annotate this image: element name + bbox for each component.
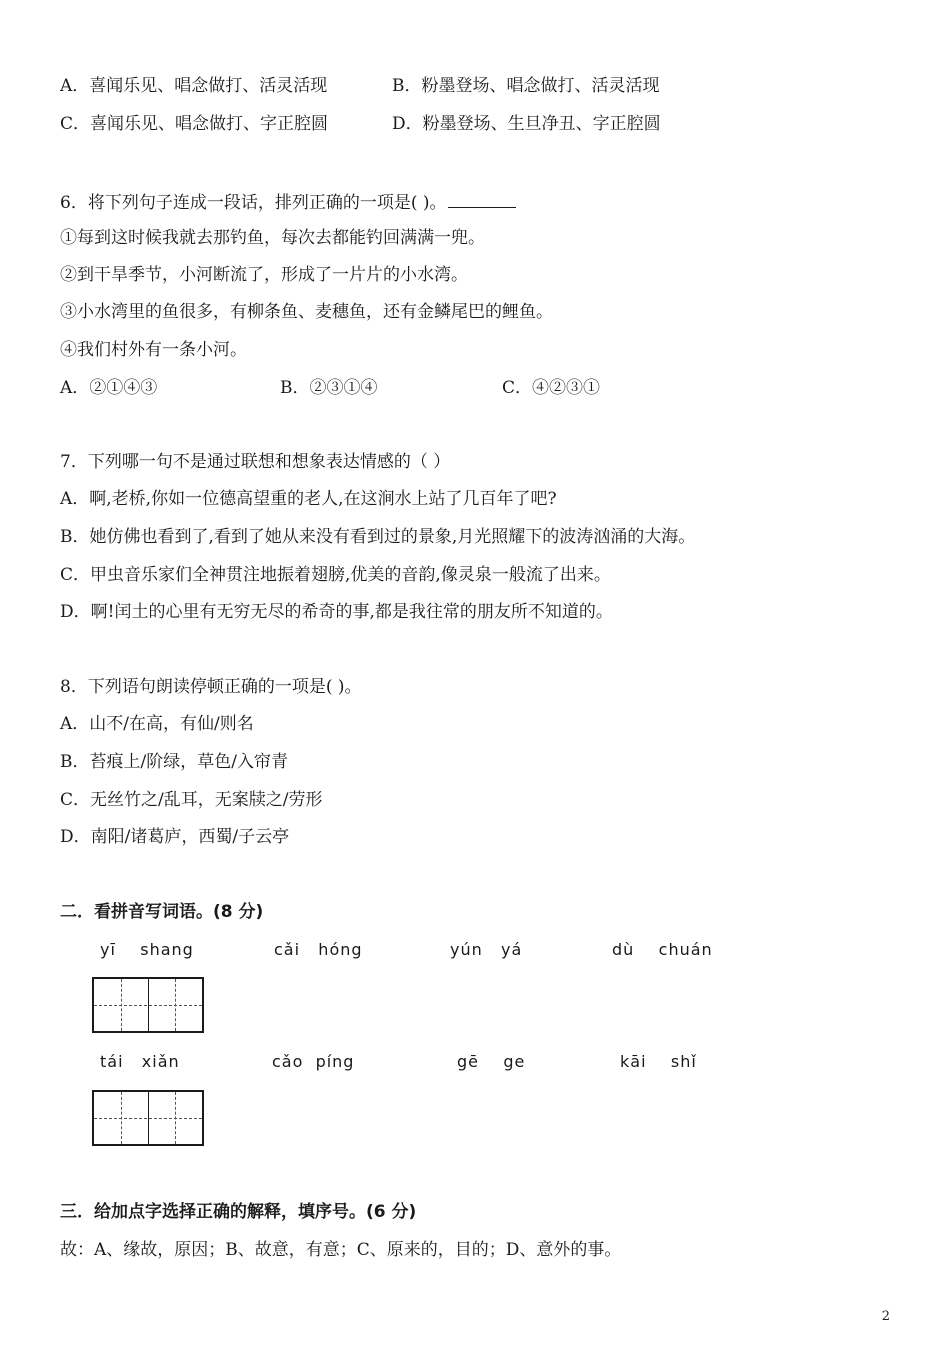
pinyin-6: cǎo píng [272,1052,355,1071]
q8-option-b: B．苔痕上/阶绿，草色/入帘青 [60,752,288,772]
q6-option-c: C．④②③① [502,378,601,398]
q7-option-a: A．啊,老桥,你如一位德高望重的老人,在这涧水上站了几百年了吧? [60,489,557,509]
q8-option-c: C．无丝竹之/乱耳，无案牍之/劳形 [60,790,323,810]
section-3-line-1: 故：A、缘故，原因；B、故意，有意；C、原来的，目的；D、意外的事。 [60,1240,622,1260]
q7-stem: 7．下列哪一句不是通过联想和想象表达情感的（ ） [60,452,451,472]
q6-answer-blank[interactable] [448,189,516,208]
writing-grid-2[interactable] [92,1090,204,1146]
q7-option-b: B．她仿佛也看到了,看到了她从来没有看到过的景象,月光照耀下的波涛汹涌的大海。 [60,527,696,547]
q6-sentence-2: ②到干旱季节，小河断流了，形成了一片片的小水湾。 [60,265,468,285]
q6-sentence-1: ①每到这时候我就去那钓鱼，每次去都能钓回满满一兜。 [60,228,485,248]
q6-stem-text: 6．将下列句子连成一段话，排列正确的一项是( )。 [60,193,447,213]
q8-option-a: A．山不/在高，有仙/则名 [60,714,254,734]
pinyin-8: kāi shǐ [620,1052,697,1071]
q7-option-d: D．啊!闰土的心里有无穷无尽的希奇的事,都是我往常的朋友所不知道的。 [60,602,613,622]
q5-option-c: C．喜闻乐见、唱念做打、字正腔圆 [60,114,329,134]
pinyin-1: yī shang [100,940,194,959]
section-3-title: 三．给加点字选择正确的解释，填序号。(6 分) [60,1202,417,1222]
pinyin-4: dù chuán [612,940,713,959]
page-number: 2 [881,1309,890,1324]
pinyin-2: cǎi hóng [274,940,363,959]
q6-sentence-4: ④我们村外有一条小河。 [60,340,247,360]
q6-option-b: B．②③①④ [280,378,378,398]
writing-grid-1[interactable] [92,977,204,1033]
section-2-title: 二．看拼音写词语。(8 分) [60,902,264,922]
q6-sentence-3: ③小水湾里的鱼很多，有柳条鱼、麦穗鱼，还有金鳞尾巴的鲤鱼。 [60,302,553,322]
q5-option-a: A．喜闻乐见、唱念做打、活灵活现 [60,76,328,96]
q5-option-b: B．粉墨登场、唱念做打、活灵活现 [392,76,660,96]
q6-stem [60,189,516,214]
pinyin-3: yún yá [450,940,523,959]
q8-stem: 8．下列语句朗读停顿正确的一项是( )。 [60,677,362,697]
q7-option-c: C．甲虫音乐家们全神贯注地振着翅膀,优美的音韵,像灵泉一般流了出来。 [60,565,611,585]
q6-option-a: A．②①④③ [60,378,158,398]
pinyin-7: gē ge [457,1052,526,1071]
pinyin-5: tái xiǎn [100,1052,180,1071]
q8-option-d: D．南阳/诸葛庐，西蜀/子云亭 [60,827,290,847]
q5-option-d: D．粉墨登场、生旦净丑、字正腔圆 [392,114,661,134]
